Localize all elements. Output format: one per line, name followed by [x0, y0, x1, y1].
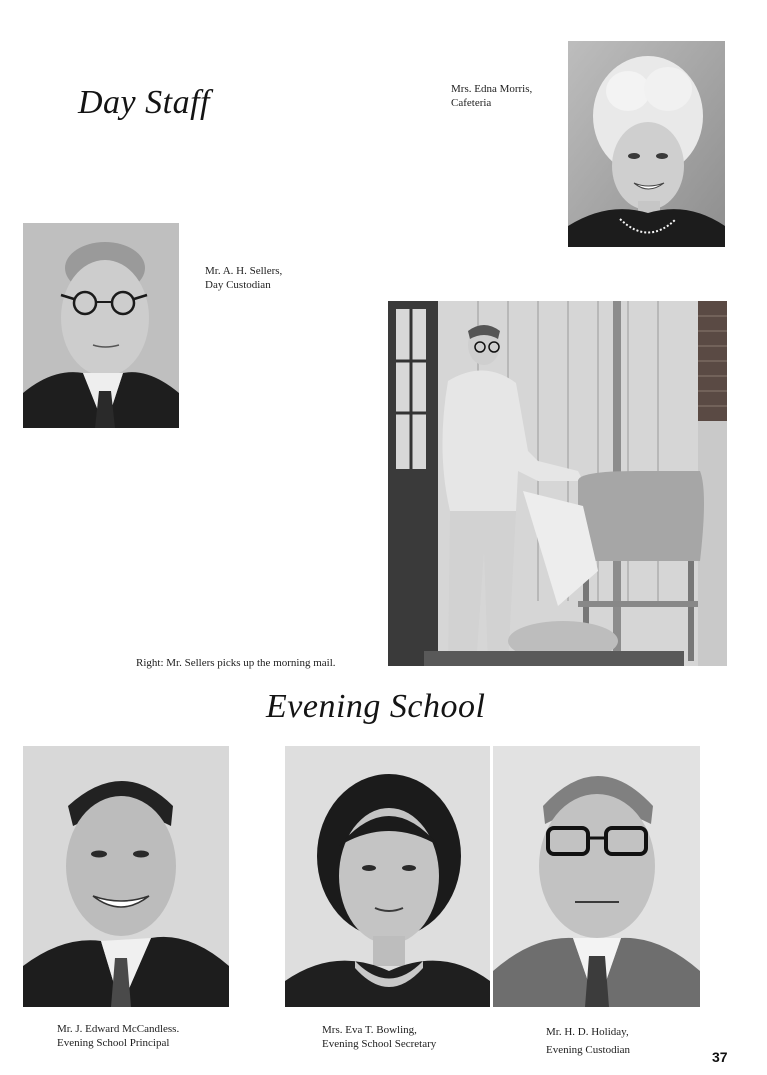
portrait-hd-holiday [493, 746, 700, 1007]
page-number: 37 [712, 1049, 728, 1065]
caption-edna-morris [451, 82, 532, 110]
caption-mccandless [57, 1022, 179, 1050]
portrait-edna-morris [568, 41, 725, 247]
caption-bowling [322, 1023, 436, 1051]
caption-role: Cafeteria [451, 97, 492, 109]
caption-name: Mr. A. H. Sellers, [205, 265, 283, 277]
portrait-ah-sellers [23, 223, 179, 428]
caption-role: Day Custodian [205, 279, 271, 291]
caption-ah-sellers [205, 264, 282, 292]
caption-name: Mr. H. D. Holiday, [546, 1026, 629, 1038]
caption-mail: Right: Mr. Sellers picks up the morning mail. [136, 657, 336, 669]
caption-role: Evening Custodian [546, 1044, 631, 1056]
evening-school-heading: Evening School [266, 688, 486, 725]
caption-name: Mr. J. Edward McCandless. [57, 1023, 180, 1035]
portrait-eva-t-bowling [285, 746, 490, 1007]
caption-name: Mrs. Eva T. Bowling, [322, 1024, 417, 1036]
caption-role: Evening School Secretary [322, 1038, 437, 1050]
caption-holiday [546, 1023, 630, 1059]
portrait-j-edward-mccandless [23, 746, 229, 1007]
caption-role: Evening School Principal [57, 1037, 170, 1049]
photo-sellers-mailbox [388, 301, 727, 666]
caption-name: Mrs. Edna Morris, [451, 83, 533, 95]
day-staff-heading: Day Staff [78, 84, 210, 121]
